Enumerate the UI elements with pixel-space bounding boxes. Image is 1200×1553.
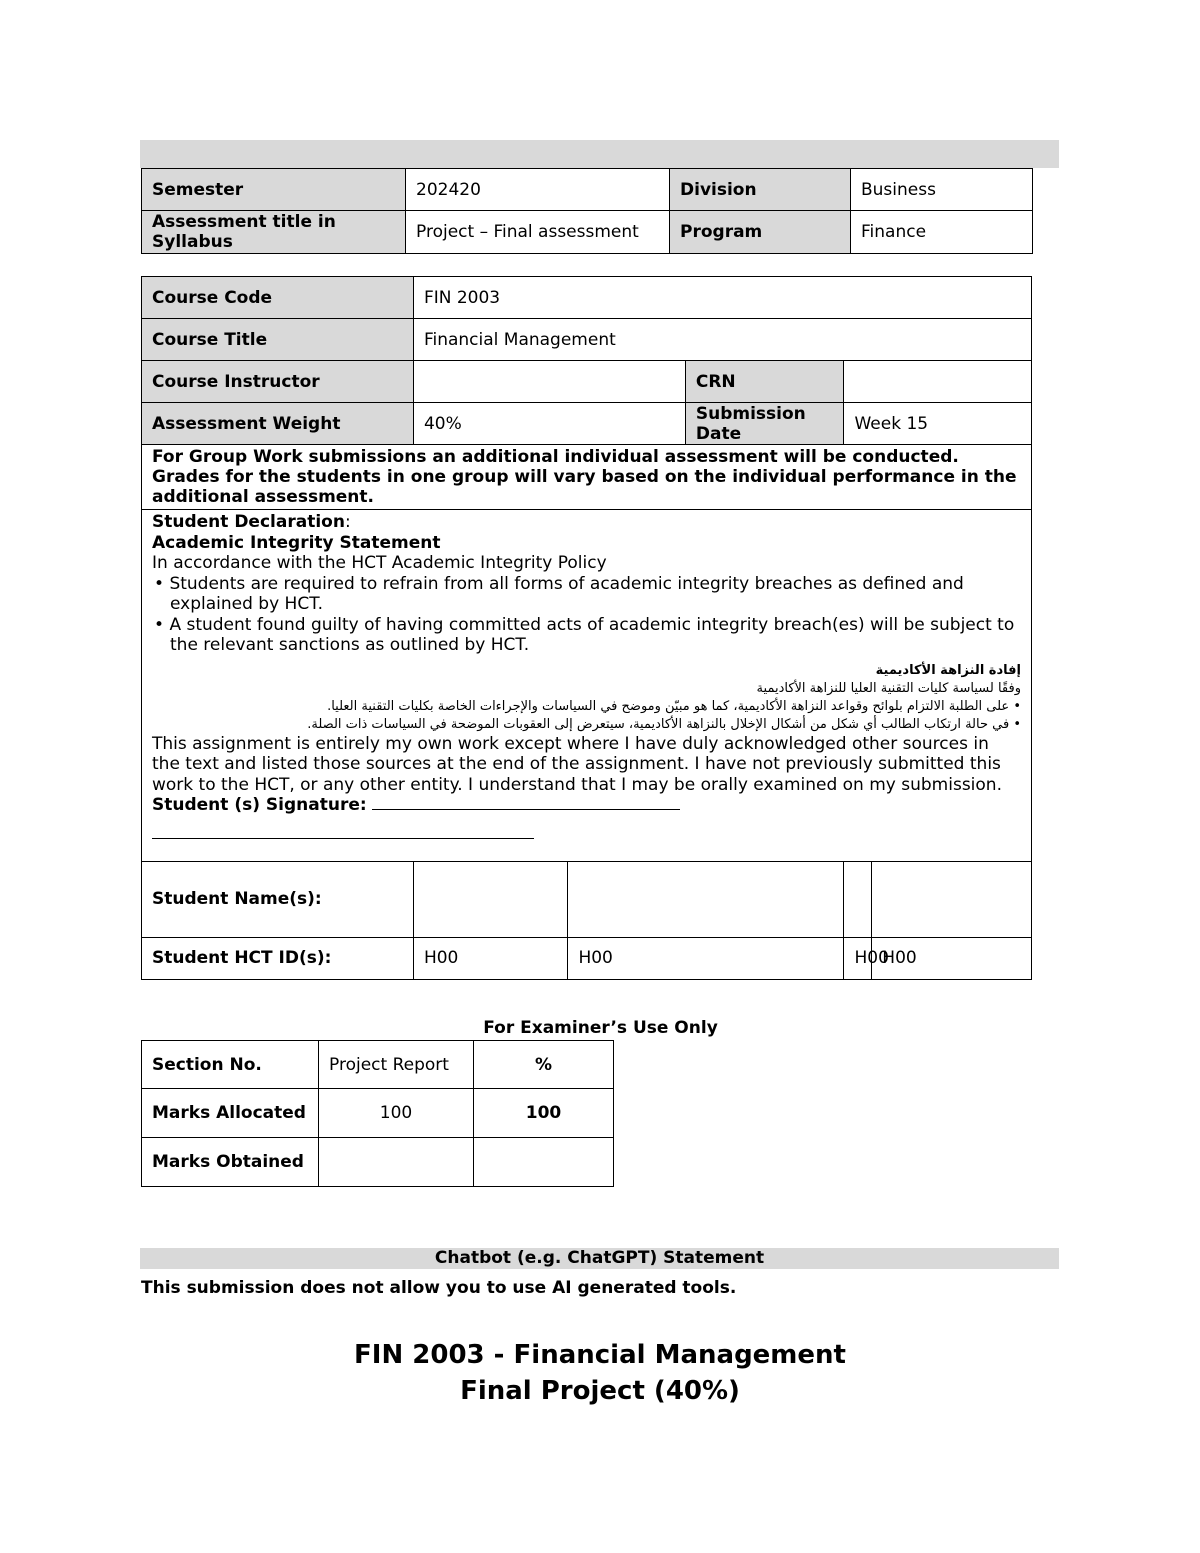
student-name-1[interactable] (413, 861, 568, 937)
assessment-title-value: Project – Final assessment (406, 211, 670, 254)
declaration-label: Student Declaration (152, 512, 345, 532)
project-report-header: Project Report (319, 1041, 474, 1089)
marks-allocated-value: 100 (319, 1089, 474, 1138)
group-work-notice: For Group Work submissions an additional individual assessment will be conducted. Grades for the students in one group will vary based on the individual performance in the additional assessment. (142, 445, 1032, 510)
crn-label: CRN (685, 361, 844, 403)
own-work-statement: This assignment is entirely my own work except where I have duly acknowledged other sources in the text and listed those sources at the end of the assignment. I have not previously submitted this work to the HCT, or any other entity. I understand that I may be orally examined on my submission. (152, 733, 1002, 795)
integrity-bullet-1: • Students are required to refrain from all forms of academic integrity breaches as defined and explained by HCT. (154, 573, 964, 614)
integrity-bullet-2: • A student found guilty of having committed acts of academic integrity breach(es) will be subject to the relevant sanctions as outlined by HCT. (154, 614, 1015, 655)
signature-line-2[interactable] (152, 816, 534, 839)
document-title-line-2: Final Project (40%) (460, 1376, 740, 1406)
header-table (141, 168, 1033, 254)
weight-value: 40% (413, 403, 685, 445)
weight-label: Assessment Weight (142, 403, 414, 445)
course-code-value: FIN 2003 (413, 277, 1031, 319)
student-name-4[interactable] (872, 861, 1032, 937)
student-name-3[interactable] (844, 861, 872, 937)
examiner-title: For Examiner’s Use Only (483, 1018, 718, 1038)
student-declaration (142, 510, 1032, 862)
submission-date-label: Submission Date (685, 403, 844, 445)
instructor-value (413, 361, 685, 403)
student-id-2[interactable]: H00 (568, 937, 844, 979)
section-no-label: Section No. (142, 1041, 319, 1089)
marks-allocated-label: Marks Allocated (142, 1089, 319, 1138)
marks-obtained-value[interactable] (319, 1138, 474, 1187)
semester-label: Semester (142, 169, 406, 211)
program-label: Program (670, 211, 851, 254)
marks-obtained-total[interactable] (474, 1138, 614, 1187)
arabic-policy-line: وفقًا لسياسة كليات التقنية العليا للنزاهة الأكاديمية (756, 680, 1021, 696)
declaration-colon: : (344, 512, 351, 532)
student-id-1[interactable]: H00 (413, 937, 568, 979)
course-title-label: Course Title (142, 319, 414, 361)
chatbot-title: Chatbot (e.g. ChatGPT) Statement (140, 1248, 1059, 1269)
division-value: Business (851, 169, 1033, 211)
student-name-2[interactable] (568, 861, 844, 937)
crn-value (844, 361, 1032, 403)
signature-label: Student (s) Signature: (152, 795, 367, 815)
assessment-title-label: Assessment title in Syllabus (142, 211, 406, 254)
integrity-heading: Academic Integrity Statement (152, 532, 441, 553)
student-names-label: Student Name(s): (142, 861, 414, 937)
examiner-table (141, 1040, 614, 1187)
course-table (141, 276, 1032, 980)
student-id-3[interactable]: H00 (844, 937, 872, 979)
document-title-line-1: FIN 2003 - Financial Management (354, 1340, 846, 1370)
submission-date-value: Week 15 (844, 403, 1032, 445)
program-value: Finance (851, 211, 1033, 254)
marks-obtained-label: Marks Obtained (142, 1138, 319, 1187)
arabic-heading: إفادة النزاهة الأكاديمية (875, 662, 1021, 678)
arabic-bullet-1: • على الطلبة الالتزام بلوائح وقواعد النزاهة الأكاديمية، كما هو مبيّن وموضح في السياسات والإجراءات الخاصة بكليات التقنية العليا. (327, 698, 1021, 714)
arabic-bullet-2: • في حالة ارتكاب الطالب أي شكل من أشكال الإخلال بالنزاهة الأكاديمية، سيتعرض إلى العقوبات الموضحة في السياسات ذات الصلة. (307, 716, 1021, 732)
semester-value: 202420 (406, 169, 670, 211)
percent-header: % (474, 1041, 614, 1089)
policy-line: In accordance with the HCT Academic Integrity Policy (152, 553, 607, 573)
instructor-label: Course Instructor (142, 361, 414, 403)
student-id-4[interactable]: H00 (872, 937, 1032, 979)
course-code-label: Course Code (142, 277, 414, 319)
marks-allocated-total: 100 (474, 1089, 614, 1138)
division-label: Division (670, 169, 851, 211)
header-band (140, 140, 1059, 168)
signature-line[interactable] (372, 809, 680, 810)
course-title-value: Financial Management (413, 319, 1031, 361)
chatbot-text: This submission does not allow you to use AI generated tools. (141, 1278, 737, 1298)
student-ids-label: Student HCT ID(s): (142, 937, 414, 979)
